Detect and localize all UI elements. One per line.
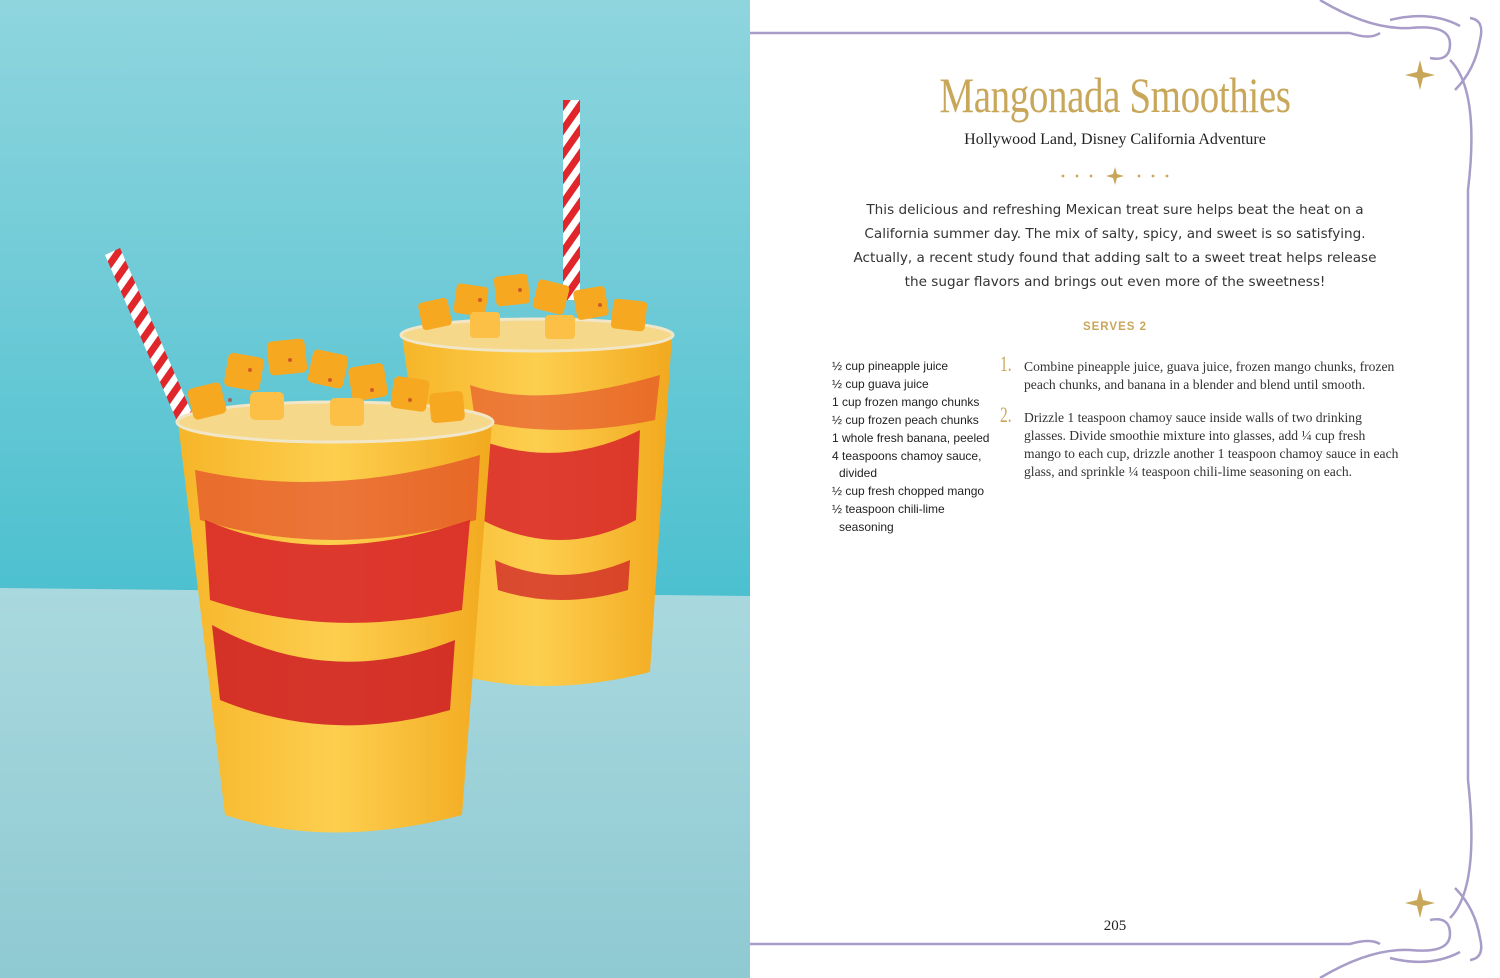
step-text: Combine pineapple juice, guava juice, frozen mango chunks, frozen peach chunks, and banana in a blender and blend until smooth.	[1024, 359, 1395, 392]
sparkle-icon	[1405, 60, 1435, 918]
recipe-page	[750, 0, 1500, 978]
serves-label: SERVES 2	[1082, 321, 1148, 333]
step-item	[1000, 353, 1400, 394]
ingredient-item: ½ cup pineapple juice	[832, 359, 949, 373]
ingredient-item: ½ cup guava juice	[832, 376, 929, 391]
step-number: 2.	[1000, 402, 1012, 427]
filigree-corner-icon	[1320, 780, 1481, 978]
instruction-steps	[1000, 353, 1400, 491]
step-number: 1.	[1000, 351, 1012, 376]
ingredient-item: ½ teaspoon chili-lime seasoning	[832, 502, 945, 535]
back-straw	[563, 100, 580, 300]
ingredient-item: 1 whole fresh banana, peeled	[832, 430, 990, 445]
sparkle-divider-icon	[1055, 166, 1175, 186]
ingredient-item: ½ cup fresh chopped mango	[832, 484, 985, 499]
recipe-title: Mangonada Smoothies	[939, 67, 1291, 123]
recipe-location: Hollywood Land, Disney California Adventure	[964, 131, 1266, 148]
ingredient-item: 4 teaspoons chamoy sauce, divided	[832, 448, 982, 481]
recipe-intro: This delicious and refreshing Mexican treat sure helps beat the heat on a California summer day. The mix of salty, spicy, and sweet is so satisfying. Actually, a recent study found that adding salt to a sweet treat helps release the sugar flavors and brings out even more of the sweetness!	[853, 202, 1377, 290]
ingredient-item: 1 cup frozen mango chunks	[832, 394, 980, 409]
ingredient-item: ½ cup frozen peach chunks	[832, 412, 979, 427]
ingredient-list	[832, 358, 992, 537]
page-number: 205	[1103, 918, 1127, 934]
step-item	[1000, 404, 1400, 481]
step-text: Drizzle 1 teaspoon chamoy sauce inside walls of two drinking glasses. Divide smoothie mixture into glasses, add ¼ cup fresh mango to each cup, drizzle another 1 teaspoon chamoy sauce in each glass, and sprinkle ¼ teaspoon chili-lime seasoning on each.	[1024, 410, 1399, 479]
